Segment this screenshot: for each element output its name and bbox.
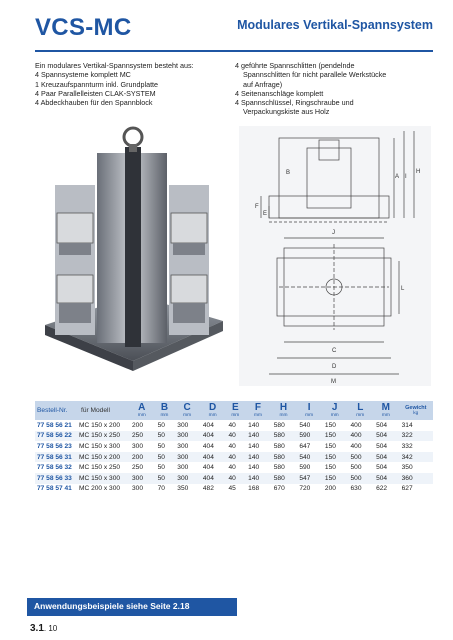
value-cell: 50: [155, 431, 175, 442]
model-cell: MC 150 x 200: [77, 452, 129, 463]
value-cell: 540: [299, 421, 311, 429]
spec-table-header: [35, 401, 433, 420]
table-row: [35, 431, 433, 442]
value-cell: 580: [273, 442, 285, 450]
value-cell: 250: [129, 431, 155, 442]
technical-drawing: [239, 126, 431, 386]
value-cell: 400: [350, 421, 362, 429]
col-h-header: H mm: [271, 401, 297, 420]
value-cell: 40: [225, 452, 245, 463]
footer-note-bar: [27, 598, 237, 616]
dim-label-e: E: [263, 211, 268, 217]
table-row: [35, 441, 433, 452]
value-cell: 250: [132, 464, 144, 472]
value-cell: 50: [157, 464, 165, 472]
value-cell: 332: [401, 442, 413, 450]
description-line: 4 geführte Spannschlitten (pendelnde: [235, 61, 355, 70]
spec-table: [35, 401, 433, 494]
value-cell: 504: [376, 421, 388, 429]
value-cell: 140: [248, 421, 260, 429]
value-cell: 140: [248, 442, 260, 450]
value-cell: 590: [296, 431, 322, 442]
value-cell: 580: [271, 431, 297, 442]
value-cell: 45: [228, 485, 236, 493]
dim-label-h: H: [416, 169, 421, 175]
value-cell: 314: [401, 421, 413, 429]
table-row: [35, 462, 433, 473]
value-cell: 168: [248, 485, 260, 493]
value-cell: 500: [347, 473, 373, 484]
value-cell: 150: [324, 421, 336, 429]
value-cell: 300: [174, 473, 200, 484]
value-cell: 580: [271, 452, 297, 463]
value-cell: 300: [177, 442, 189, 450]
table-row: [35, 420, 433, 431]
col-model-header: für Modell: [77, 401, 129, 420]
order-number-cell: 77 58 56 32: [37, 464, 72, 472]
value-cell: 150: [322, 452, 348, 463]
col-i-header: I mm: [296, 401, 322, 420]
value-cell: 580: [271, 473, 297, 484]
value-cell: 547: [296, 473, 322, 484]
col-j-header: J mm: [322, 401, 348, 420]
description-right: [235, 61, 386, 117]
value-cell: 200: [324, 485, 336, 493]
description-line: 4 Paar Parallelleisten CLAK-SYSTEM: [35, 88, 156, 98]
description-line: Spannschlitten für nicht parallele Werkstücke: [243, 70, 387, 80]
description-left: [35, 61, 194, 107]
value-cell: 40: [228, 421, 236, 429]
value-cell: 300: [132, 442, 144, 450]
table-row: [35, 473, 433, 484]
model-cell: MC 150 x 250: [79, 464, 121, 472]
value-cell: 350: [177, 485, 189, 493]
value-cell: 627: [401, 485, 413, 493]
value-cell: 580: [273, 464, 285, 472]
value-cell: 670: [273, 485, 285, 493]
col-d-header: D mm: [200, 401, 226, 420]
value-cell: 300: [177, 421, 189, 429]
value-cell: 300: [177, 464, 189, 472]
page-number: 3.1. 10: [30, 623, 58, 634]
value-cell: 404: [200, 452, 226, 463]
value-cell: 140: [245, 473, 271, 484]
value-cell: 360: [399, 473, 433, 484]
col-weight-header: Gewicht kg: [399, 401, 433, 420]
value-cell: 322: [399, 431, 433, 442]
value-cell: 404: [202, 442, 214, 450]
value-cell: 720: [299, 485, 311, 493]
order-number-cell: 77 58 56 21: [37, 421, 72, 429]
value-cell: 500: [350, 464, 362, 472]
description-line: Verpackungskiste aus Holz: [243, 107, 330, 117]
col-m-header: M mm: [373, 401, 399, 420]
value-cell: 580: [273, 421, 285, 429]
dim-label-d: D: [332, 364, 337, 370]
value-cell: 500: [347, 452, 373, 463]
order-number-cell: 77 58 56 33: [35, 473, 77, 484]
value-cell: 350: [401, 464, 413, 472]
value-cell: 400: [347, 431, 373, 442]
description-line: 1 Kreuzaufspannturm inkl. Grundplatte: [35, 79, 159, 89]
model-cell: MC 200 x 300: [79, 485, 121, 493]
model-cell: MC 150 x 300: [77, 473, 129, 484]
value-cell: 300: [132, 485, 144, 493]
value-cell: 300: [129, 473, 155, 484]
col-a-header: A mm: [129, 401, 155, 420]
value-cell: 342: [399, 452, 433, 463]
value-cell: 504: [373, 431, 399, 442]
dim-label-j: J: [332, 230, 335, 236]
value-cell: 40: [225, 473, 245, 484]
value-cell: 50: [155, 452, 175, 463]
value-cell: 404: [200, 473, 226, 484]
value-cell: 50: [157, 442, 165, 450]
value-cell: 50: [155, 473, 175, 484]
page-subtitle: Modulares Vertikal-Spannsystem: [237, 18, 433, 32]
dim-label-m: M: [331, 379, 336, 385]
footer-note: Anwendungsbeispiele siehe Seite 2.18: [34, 601, 190, 611]
value-cell: 40: [228, 464, 236, 472]
value-cell: 622: [376, 485, 388, 493]
value-cell: 200: [132, 421, 144, 429]
value-cell: 140: [245, 431, 271, 442]
value-cell: 40: [228, 442, 236, 450]
value-cell: 647: [299, 442, 311, 450]
dim-label-i: I: [405, 174, 407, 180]
value-cell: 404: [202, 464, 214, 472]
value-cell: 482: [202, 485, 214, 493]
value-cell: 504: [376, 442, 388, 450]
value-cell: 400: [350, 442, 362, 450]
col-f-header: F mm: [245, 401, 271, 420]
value-cell: 70: [157, 485, 165, 493]
dim-label-c: C: [332, 348, 337, 354]
description-line: 4 Spannsysteme komplett MC: [35, 70, 131, 80]
model-cell: MC 150 x 300: [79, 442, 121, 450]
description-line: 4 Abdeckhauben für den Spannblock: [35, 98, 153, 108]
description-line: Ein modulares Vertikal-Spannsystem besteht aus:: [35, 61, 194, 70]
col-l-header: L mm: [347, 401, 373, 420]
value-cell: 150: [322, 473, 348, 484]
value-cell: 150: [324, 442, 336, 450]
value-cell: 140: [245, 452, 271, 463]
value-cell: 50: [157, 421, 165, 429]
order-number-cell: 77 58 56 31: [35, 452, 77, 463]
col-b-header: B mm: [155, 401, 175, 420]
value-cell: 630: [350, 485, 362, 493]
value-cell: 300: [174, 431, 200, 442]
value-cell: 404: [200, 431, 226, 442]
value-cell: 140: [248, 464, 260, 472]
header-rule: [35, 50, 433, 52]
value-cell: 504: [373, 452, 399, 463]
value-cell: 504: [373, 473, 399, 484]
order-number-cell: 77 58 56 22: [35, 431, 77, 442]
dim-label-l: L: [401, 286, 405, 292]
value-cell: 150: [324, 464, 336, 472]
value-cell: 300: [174, 452, 200, 463]
model-cell: MC 150 x 200: [79, 421, 121, 429]
value-cell: 540: [296, 452, 322, 463]
value-cell: 150: [322, 431, 348, 442]
value-cell: 40: [225, 431, 245, 442]
dim-label-b: B: [286, 170, 291, 176]
table-row: [35, 452, 433, 463]
col-order-header: Bestell-Nr.: [35, 401, 77, 420]
page-title: VCS-MC: [35, 14, 132, 41]
order-number-cell: 77 58 57 41: [37, 485, 72, 493]
col-e-header: E mm: [225, 401, 245, 420]
dim-label-a: A: [395, 174, 400, 180]
value-cell: 200: [129, 452, 155, 463]
col-c-header: C mm: [174, 401, 200, 420]
description-line: 4 Spannschlüssel, Ringschraube und: [235, 98, 354, 108]
table-row: [35, 484, 433, 495]
description-line: 4 Seitenanschläge komplett: [235, 88, 324, 98]
order-number-cell: 77 58 56 23: [37, 442, 72, 450]
value-cell: 590: [299, 464, 311, 472]
dim-label-f: F: [255, 204, 259, 210]
product-photo: [35, 125, 230, 373]
model-cell: MC 150 x 250: [77, 431, 129, 442]
value-cell: 404: [202, 421, 214, 429]
value-cell: 504: [376, 464, 388, 472]
description-line: auf Anfrage): [243, 79, 283, 89]
